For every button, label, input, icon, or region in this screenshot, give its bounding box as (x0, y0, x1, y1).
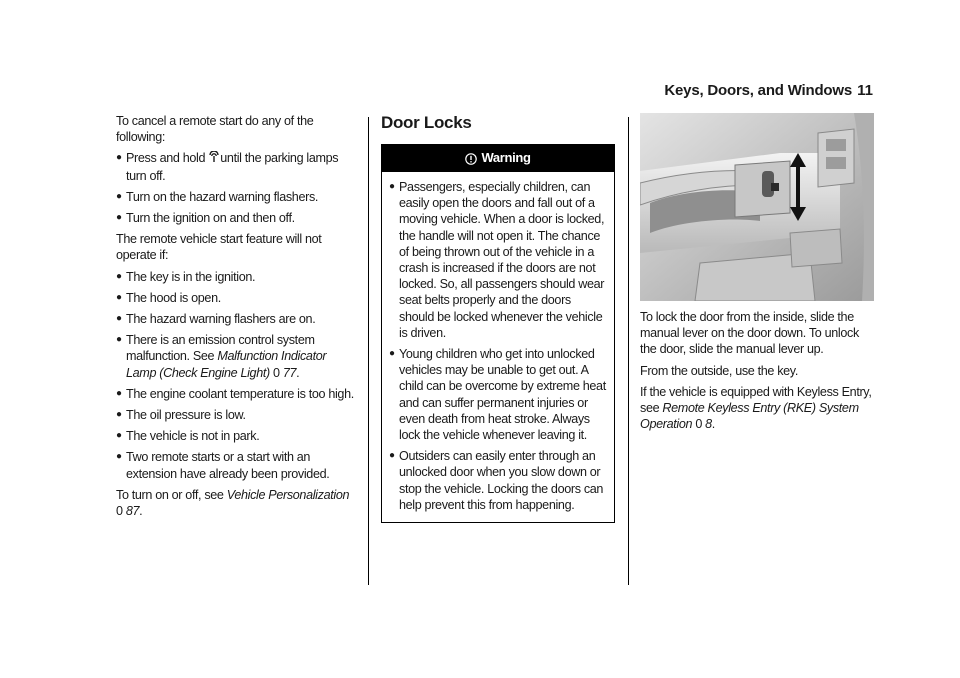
rke-link[interactable]: Remote Keyless Entry (RKE) System Operation (640, 401, 859, 432)
remote-start-icon (209, 151, 219, 167)
personalization-link[interactable]: Vehicle Personalization (226, 487, 350, 502)
ref-arrow: 0 (116, 504, 123, 519)
list-item: ● The vehicle is not in park. (116, 429, 260, 444)
warning-label: Warning (481, 150, 531, 166)
list-item: ● There is an emission control system malfunction. See Malfunction Indicator Lamp (Check Engine Light) 0 77. (116, 333, 327, 380)
list-item: ● Passengers, especially children, can easily open the doors and fall out of a moving vehicle. When a door is locked, the handle will not open it. The chance of being thrown out of the vehicle in a crash is increased if the doors are not locked. So, all passengers should wear seat belts properly and the doors should be locked whenever the vehicle is driven. (389, 180, 605, 340)
bullet-icon: ● (116, 212, 122, 224)
not-operate-intro: The remote vehicle start feature will not operate if: (116, 232, 322, 263)
page-number: 11 (857, 82, 873, 99)
warning-box (381, 144, 615, 523)
keyless-note: If the vehicle is equipped with Keyless Entry, see Remote Keyless Entry (RKE) System Operation 0 8. (640, 384, 872, 432)
emission-page-link[interactable]: 77 (282, 365, 297, 380)
list-item: ● The key is in the ignition. (116, 269, 256, 284)
ref-arrow: 0 (273, 365, 280, 380)
cancel-list (116, 150, 356, 226)
list-item: ● Turn the ignition on and then off. (116, 211, 295, 226)
not-operate-list (116, 269, 356, 482)
list-item: ● Two remote starts or a start with an extension have already been provided. (116, 450, 330, 481)
list-item: ● The hazard warning flashers are on. (116, 312, 316, 327)
warning-list (382, 179, 614, 513)
bullet-icon: ● (389, 450, 395, 462)
list-item: ● The engine coolant temperature is too high. (116, 386, 354, 401)
bullet-icon: ● (116, 152, 122, 164)
rke-page-link[interactable]: 8 (705, 417, 712, 432)
personalization-page-link[interactable]: 87 (125, 504, 140, 519)
page-header (0, 82, 960, 106)
emission-ref-link[interactable]: Malfunction Indicator Lamp (Check Engine Light) (126, 349, 327, 380)
warning-header (382, 145, 614, 172)
outside-instructions: From the outside, use the key. (640, 363, 798, 378)
bullet-icon: ● (116, 270, 122, 282)
column-right (640, 113, 876, 437)
bullet-icon: ● (116, 451, 122, 463)
column-middle (381, 113, 613, 523)
list-item: ● The hood is open. (116, 290, 221, 305)
section-title: Door Locks (381, 113, 472, 132)
bullet-icon: ● (116, 291, 122, 303)
bullet-icon: ● (116, 313, 122, 325)
lock-instructions: To lock the door from the inside, slide the manual lever on the door down. To unlock the door, slide the manual lever up. (640, 310, 859, 357)
bullet-icon: ● (389, 181, 395, 192)
list-item: ● Turn on the hazard warning flashers. (116, 189, 319, 204)
warning-icon (465, 153, 477, 165)
bullet-icon: ● (116, 430, 122, 442)
column-left (116, 113, 356, 524)
bullet-icon: ● (116, 409, 122, 421)
header-title: Keys, Doors, and Windows (664, 82, 852, 99)
ref-arrow: 0 (695, 417, 702, 432)
column-divider (368, 117, 369, 585)
list-item: ● Outsiders can easily enter through an unlocked door when you slow down or stop the vehicle. Locking the doors can help prevent this from happening. (389, 449, 604, 512)
bullet-icon: ● (389, 348, 395, 360)
cancel-intro: To cancel a remote start do any of the following: (116, 114, 314, 145)
list-item: ● The oil pressure is low. (116, 408, 246, 423)
door-lock-photo (640, 113, 874, 301)
bullet-icon: ● (116, 190, 122, 202)
list-item: ● Young children who get into unlocked vehicles may be unable to get out. A child can be overcome by extreme heat and can suffer permanent injuries or even death from heat stroke. Always lock the vehicle whenever leaving it. (389, 347, 606, 443)
personalization-note: To turn on or off, see Vehicle Personalization 0 87. (116, 487, 350, 519)
list-item: ● Press and hold until the parking lamps turn off. (116, 151, 339, 183)
column-divider (628, 117, 629, 585)
bullet-icon: ● (116, 334, 122, 346)
bullet-icon: ● (116, 387, 122, 399)
